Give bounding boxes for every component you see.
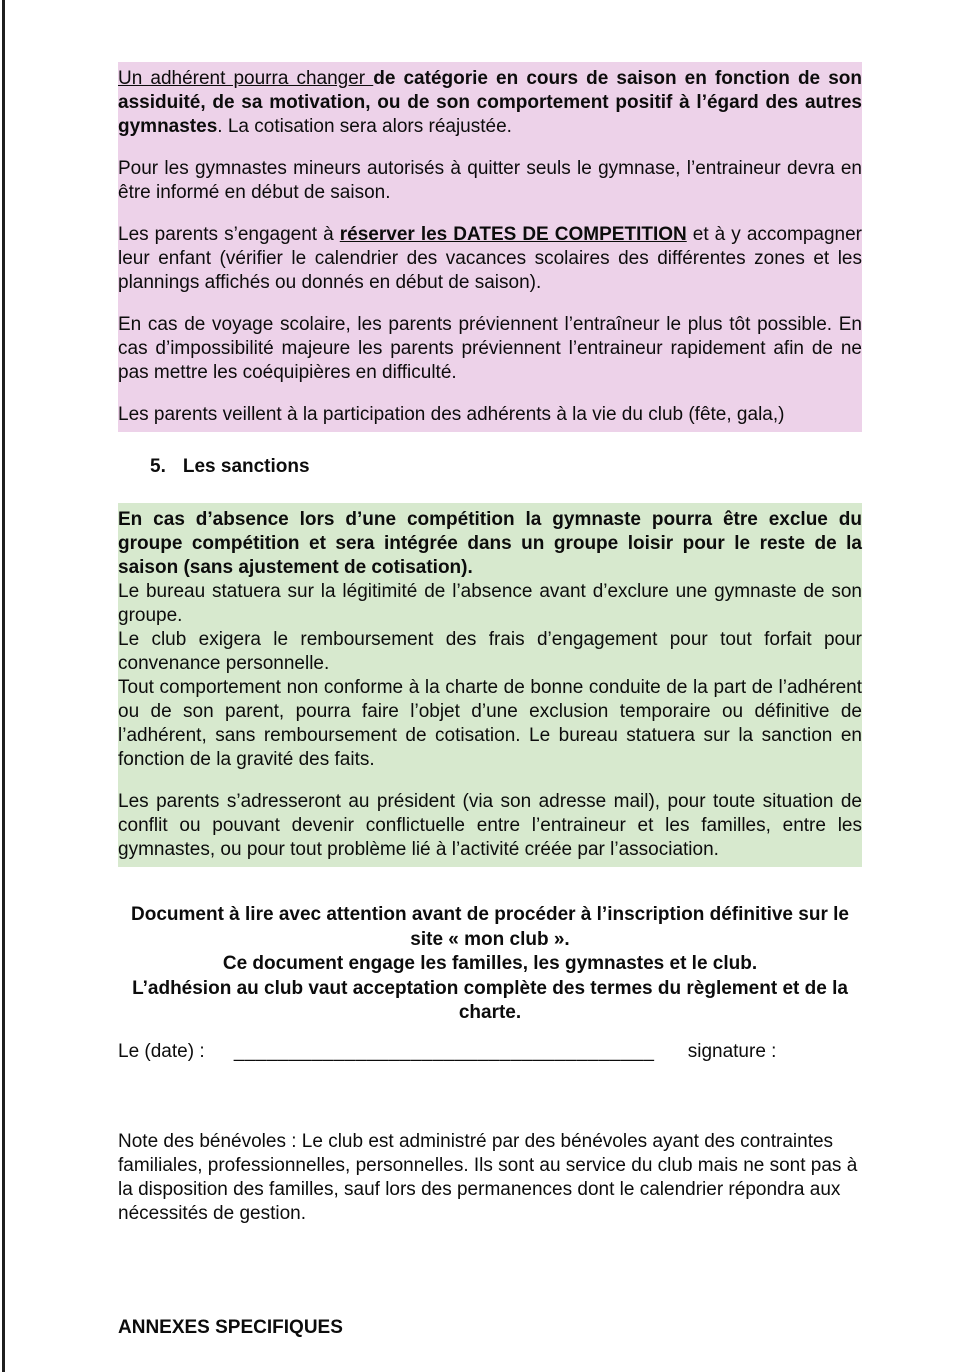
notice-line-document-engages: Ce document engage les familles, les gymnastes et le club. — [222, 953, 758, 974]
regular-text-run: Les parents s’engagent à — [118, 224, 340, 245]
regular-text-run: . La cotisation sera alors réajustée. — [217, 116, 512, 137]
green-highlight-section — [118, 503, 862, 867]
annexes-heading: ANNEXES SPECIFIQUES — [118, 1316, 343, 1338]
pink-highlight-section — [118, 62, 862, 432]
paragraph-reimbursement: Le club exigera le remboursement des frais d’engagement pour tout forfait pour convenance personnelle. — [118, 629, 862, 674]
date-label: Le (date) : — [118, 1040, 205, 1062]
date-signature-row — [118, 1040, 862, 1064]
notice-line-adhesion-acceptance: L’adhésion au club vaut acceptation complète des termes du règlement et de la charte. — [132, 977, 848, 1023]
underlined-text-run: Un adhérent pourra changer — [118, 68, 374, 89]
document-page — [118, 62, 862, 1340]
section-title: Les sanctions — [182, 456, 310, 477]
paragraph-contact-president: Les parents s’adresseront au président (via son adresse mail), pour toute situation de conflit ou pouvant devenir conflictuelle entre l’entraineur et les familles, entre les gymnastes, ou pour tout problème lié à l’activité créée par l’association. — [118, 791, 862, 860]
page-left-scan-line — [2, 0, 5, 1372]
inscription-notice — [118, 903, 862, 1026]
paragraph-competition-dates — [118, 223, 862, 295]
section-number: 5. — [150, 456, 166, 477]
paragraph-volunteers-note: Note des bénévoles : Le club est administré par des bénévoles ayant des contraintes familiales, professionnelles, personnelles. Ils sont au service du club mais ne sont pas à la disposition des familles, sauf lors des permanences dont le calendrier répondra aux nécessités de gestion. — [118, 1130, 858, 1224]
section-heading-sanctions — [118, 455, 862, 479]
date-blank-line: ______________________________________ — [233, 1040, 655, 1062]
signature-label: signature : — [687, 1040, 777, 1062]
paragraph-school-trip: En cas de voyage scolaire, les parents préviennent l’entraîneur le plus tôt possible. En cas d’impossibilité majeure les parents préviennent l’entraineur rapidement afin de ne pas mettre les coéquipières en difficulté. — [118, 314, 862, 383]
notice-line-read-before-inscription: Document à lire avec attention avant de procéder à l’inscription définitive sur le site « mon club ». — [131, 904, 849, 950]
paragraph-minors-leaving-gym: Pour les gymnastes mineurs autorisés à quitter seuls le gymnase, l’entraineur devra en être informé en début de saison. — [118, 158, 862, 203]
paragraph-club-life-participation: Les parents veillent à la participation des adhérents à la vie du club (fête, gala,) — [118, 404, 785, 425]
regular-text-run: et à y accompagner leur enfant (vérifier le calendrier des vacances scolaires des différentes zones et les plannings affichés ou donnés en début de saison). — [118, 224, 862, 293]
paragraph-conduct-charter: Tout comportement non conforme à la charte de bonne conduite de la part de l’adhérent ou de son parent, pourra faire l’objet d’une exclusion temporaire ou définitive de l’adhérent, sans remboursement de cotisation. Le bureau statuera sur la sanction en fonction de la gravité des faits. — [118, 677, 862, 770]
bold-text-run: de catégorie en cours de saison en fonction de son assiduité, de sa motivation, ou de son comportement positif à l’égard des autres gymnastes — [118, 68, 862, 137]
bold-underlined-text-run: réserver les DATES DE COMPETITION — [339, 224, 687, 245]
paragraph-absence-exclusion: En cas d’absence lors d’une compétition la gymnaste pourra être exclue du groupe compétition et sera intégrée dans un groupe loisir pour le reste de la saison (sans ajustement de cotisation). — [118, 509, 862, 578]
paragraph-bureau-legitimacy: Le bureau statuera sur la légitimité de l’absence avant d’exclure une gymnaste de son groupe. — [118, 581, 862, 626]
paragraph-adherent-category-change — [118, 67, 862, 139]
